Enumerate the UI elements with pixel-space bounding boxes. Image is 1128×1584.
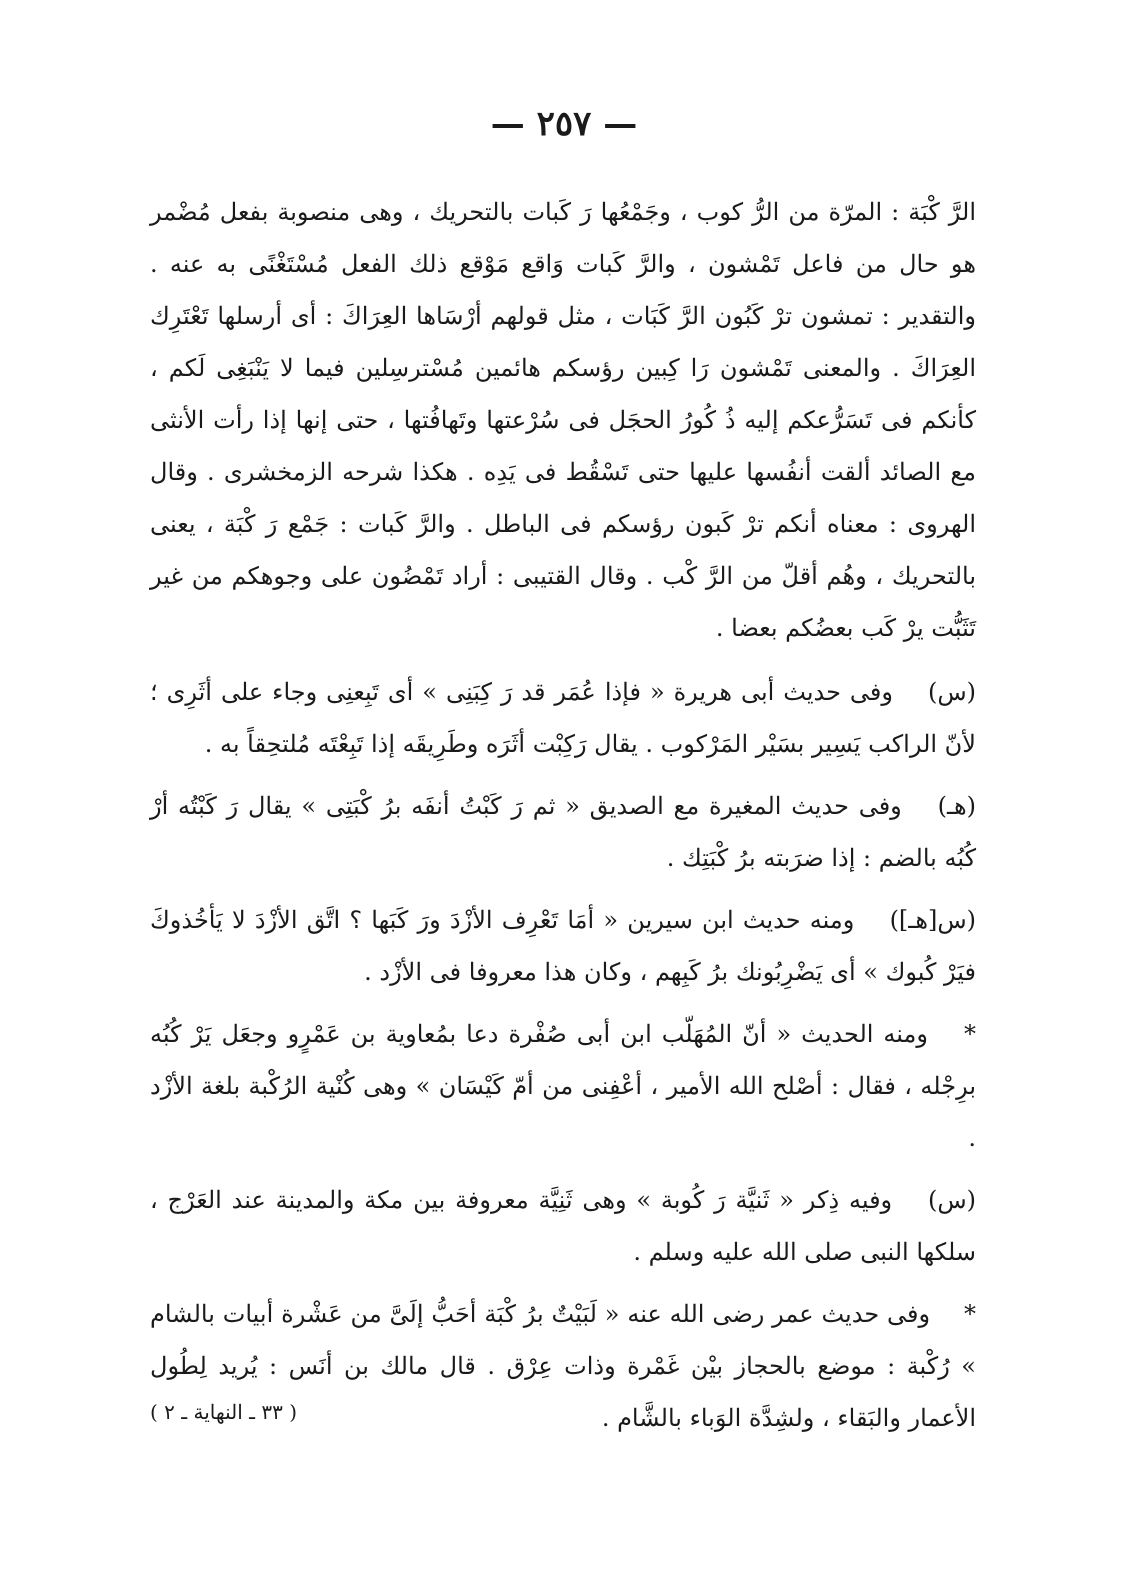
paragraph-text: ومنه الحديث « أنّ المُهَلّب ابن أبى صُفْرة دعا بمُعاوية بن عَمْرٍو وجعَل يَرْ كُبُه برِجْله ، فقال : أصْلح الله الأمير ، أعْفِنى من أمّ كَيْسَان » وهى كُنْية الرُكْبة بلغة الأزْد .: [150, 1020, 976, 1152]
paragraph-text: وفى حديث عمر رضى الله عنه « لَبَيْتٌ برُ كْبَة أحَبُّ إلَىَّ من عَشْرة أبيات بالشام » رُكْبة : موضع بالحجاز بيْن غَمْرة وذات عِرْق . قال مالك بن أنَس : يُريد لِطُول الأعمار والبَقاء ، ولشِدَّة الوَباء بالشَّام .: [150, 1300, 976, 1432]
paragraph: [150, 1008, 976, 1164]
paragraph-text: الرَّ كْبَة : المرّة من الرُّ كوب ، وجَمْعُها رَ كَبات بالتحريك ، وهى منصوبة بفعل مُضْمر هو حال من فاعل تَمْشون ، والرَّ كَبات وَاقع مَوْقع ذلك الفعل مُسْتَغْنًى به عنه . والتقدير : تمشون ترْ كَبُون الرَّ كَبَات ، مثل قولهم أرْسَاها العِرَاكَ : أى أرسلها تَعْتَرِك العِرَاكَ . والمعنى تَمْشون رَا كِبين رؤسكم هائمين مُسْترسِلين فيما لا يَنْبَغِى لَكم ، كأنكم فى تَسَرُّعكم إليه ذُ كُورُ الحجَل فى سُرْعتها وتَهافُتها ، حتى إنها إذا رأت الأنثى مع الصائد ألقت أنفُسها عليها حتى تَسْقُط فى يَدِه . هكذا شرحه الزمخشرى . وقال الهروى : معناه أنكم ترْ كَبون رؤسكم فى الباطل . والرَّ كَبات : جَمْع رَ كْبَة ، يعنى بالتحريك ، وهُم أقلّ من الرَّ كْب . وقال القتيبى : أراد تَمْضُون على وجوهكم من غير تَثَبُّت يرْ كَب بعضُكم بعضا .: [150, 198, 976, 642]
paragraph-text: ومنه حديث ابن سيرين « أمَا تَعْرِف الأزْدَ ورَ كَبَها ؟ اتَّق الأزْدَ لا يَأخُذوكَ فيَرْ كُبوك » أى يَضْرِبُونك برُ كَبِهم ، وكان هذا معروفا فى الأزْد .: [150, 906, 976, 986]
paragraph: [150, 666, 976, 770]
paragraph-text: وفى حديث المغيرة مع الصديق « ثم رَ كَبْتُ أنفَه برُ كْبَتِى » يقال رَ كَبْتُه أرْ كُبُه بالضم : إذا ضرَبته برُ كْبَتِك .: [150, 792, 976, 872]
entry-marker: (س): [927, 1186, 976, 1214]
entry-marker: (س[هـ]): [889, 906, 976, 934]
entry-marker: (س): [927, 678, 976, 706]
paragraph-text: وفى حديث أبى هريرة « فإذا عُمَر قد رَ كِبَنِى » أى تَبِعنِى وجاء على أثَرِى ؛ لأنّ الراكب يَسِير بسَيْر المَرْكوب . يقال رَكِبْت أثَرَه وطَرِيقَه إذا تَبِعْتَه مُلتحِقاً به .: [150, 678, 976, 758]
paragraph: [150, 894, 976, 998]
paragraph-text: وفيه ذِكر « ثَنيَّة رَ كُوبة » وهى ثَنِيَّة معروفة بين مكة والمدينة عند العَرْج ، سلكها النبى صلى الله عليه وسلم .: [150, 1186, 976, 1266]
entry-marker: *: [964, 1020, 976, 1048]
paragraph: [150, 780, 976, 884]
footer-signature: ( ٣٣ ـ النهاية ـ ٢ ): [150, 1400, 298, 1424]
entry-marker: (هـ): [937, 792, 976, 820]
paragraph: [150, 186, 976, 654]
body-text: [150, 186, 976, 1454]
paragraph: [150, 1174, 976, 1278]
entry-marker: *: [963, 1300, 976, 1328]
page-number: — ٢٥٧ —: [490, 104, 638, 144]
